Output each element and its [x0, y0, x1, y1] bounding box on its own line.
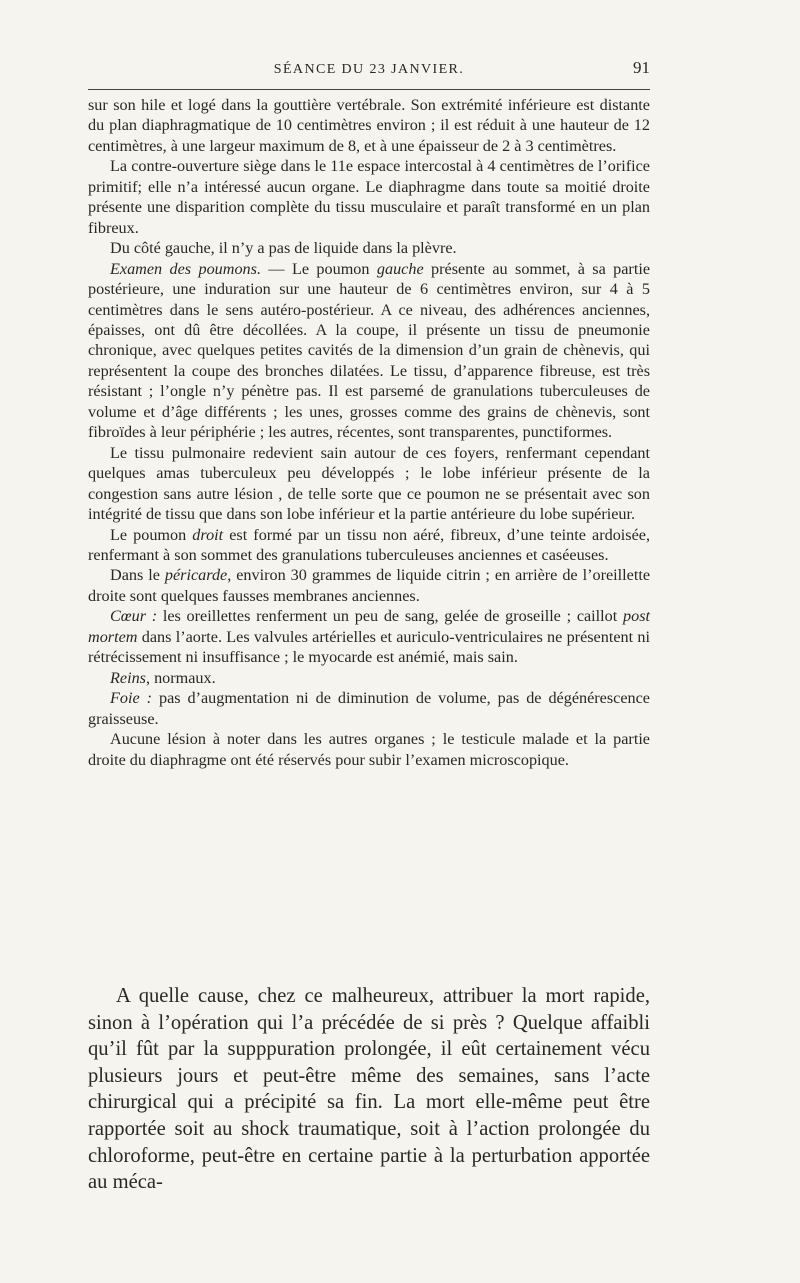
paragraph-text: est formé par un tissu non aéré, fibreux, d’une teinte ardoisée, renfermant à son sommet des granulations tuberculeuses anciennes et caséeuses. [88, 525, 650, 564]
page-number: 91 [633, 58, 650, 77]
running-head: SÉANCE DU 23 JANVIER. [273, 62, 465, 77]
page-header [88, 58, 650, 86]
paragraph-text: La contre-ouverture siège dans le 11e espace intercostal à 4 centimètres de l’orifice primitif; elle n’a intéressé aucun organe. Le diaphragme dans toute sa moitié droite présente une disparition complète du tissu musculaire et paraît transformé en un plan fibreux. [88, 157, 650, 237]
emphasis: post mortem [88, 607, 650, 646]
paragraph-text: Le tissu pulmonaire redevient sain autour de ces foyers, renfermant cependant quelques amas tuberculeux peu développés ; le lobe inférieur présente de la congestion sans autre lésion , de telle sorte que ce poumon ne se présentait avec son intégrité de tissu que dans son lobe inférieur et la partie antérieure du lobe supérieur. [88, 443, 650, 524]
emphasis: péricarde [164, 566, 228, 585]
autopsy-report [88, 95, 650, 770]
paragraph-text: les oreillettes renferment un peu de sang, gelée de groseille ; caillot [157, 607, 623, 626]
paragraph [88, 525, 650, 566]
paragraph-text: A quelle cause, chez ce malheureux, attribuer la mort rapide, sinon à l’opération qui l’a précédée de si près ? Quelque affaibli qu’il fût par la supppuration prolongée, il eût certainement vécu plusieurs jours et peut-être même des semaines, sans l’acte chirurgical qui a précipité sa fin. La mort elle-même peut être rapportée soit au shock traumatique, soit à l’action prolongée du chloroforme, peut-être en certaine partie à la perturbation apportée au méca- [88, 985, 650, 1194]
emphasis: droit [192, 525, 224, 544]
paragraph [88, 606, 650, 667]
paragraph [88, 983, 650, 1196]
paragraph [88, 443, 650, 525]
section-label: Examen des poumons. [110, 259, 261, 278]
paragraph-text: dans l’aorte. Les valvules artérielles et auriculo-ventriculaires ne présentent ni rétrécissement ni insuffisance ; le myocarde est anémié, mais sain. [88, 627, 650, 667]
paragraph-text: sur son hile et logé dans la gouttière vertébrale. Son extrémité inférieure est distante du plan diaphragmatique de 10 centimètres environ ; il est réduit à une hauteur de 12 centimètres, à une largeur maximum de 8, et à une épaisseur de 2 à 3 centimètres. [88, 96, 650, 155]
paragraph-text: Du côté gauche, il n’y a pas de liquide dans la plèvre. [110, 239, 457, 258]
paragraph-text: — Le poumon [261, 259, 377, 278]
emphasis: gauche [376, 259, 424, 278]
paragraph-text: , normaux. [145, 668, 216, 687]
paragraph-text: pas d’augmentation ni de diminution de volume, pas de dégénérescence graisseuse. [88, 689, 650, 728]
paragraph-text: présente au sommet, à sa partie postérieure, une induration sur une hauteur de 6 centimètres environ, sur 4 à 5 centimètres dans le sens autéro-postérieur. A ce niveau, des adhérences anciennes, épaisses, ont dû être décollées. A la coupe, il présente un tissu de pneumonie chronique, avec quelques petites cavités de la dimension d’un grain de chènevis, qui représentent la coupe des bronches dilatées. Le tissu, d’apparence fibreuse, est très résistant ; l’ongle n’y pénètre pas. Il est parsemé de granulations tuberculeuses de volume et d’âge différents ; les unes, grosses comme des grains de chènevis, sont fibroïdes à leur périphérie ; les autres, récentes, sont transparentes, punctiformes. [88, 259, 651, 442]
paragraph [88, 668, 650, 688]
paragraph [88, 238, 650, 258]
paragraph [88, 156, 650, 238]
paragraph [88, 688, 650, 729]
paragraph-text: Aucune lésion à noter dans les autres organes ; le testicule malade et la partie droite du diaphragme ont été réservés pour subir l’examen microscopique. [88, 730, 650, 769]
discussion [88, 983, 650, 1196]
paragraph [88, 565, 650, 606]
paragraph-text: Le poumon [110, 525, 193, 544]
paragraph-text: Dans le [110, 566, 165, 585]
section-label: Reins [110, 668, 146, 687]
paragraph-text: , environ 30 grammes de liquide citrin ; en arrière de l’oreillette droite sont quelques fausses membranes anciennes. [88, 566, 650, 605]
paragraph [88, 95, 650, 156]
section-label: Foie : [110, 689, 153, 708]
paragraph [88, 729, 650, 770]
section-label: Cœur : [110, 607, 158, 626]
header-rule [88, 89, 650, 90]
paragraph [88, 259, 650, 443]
